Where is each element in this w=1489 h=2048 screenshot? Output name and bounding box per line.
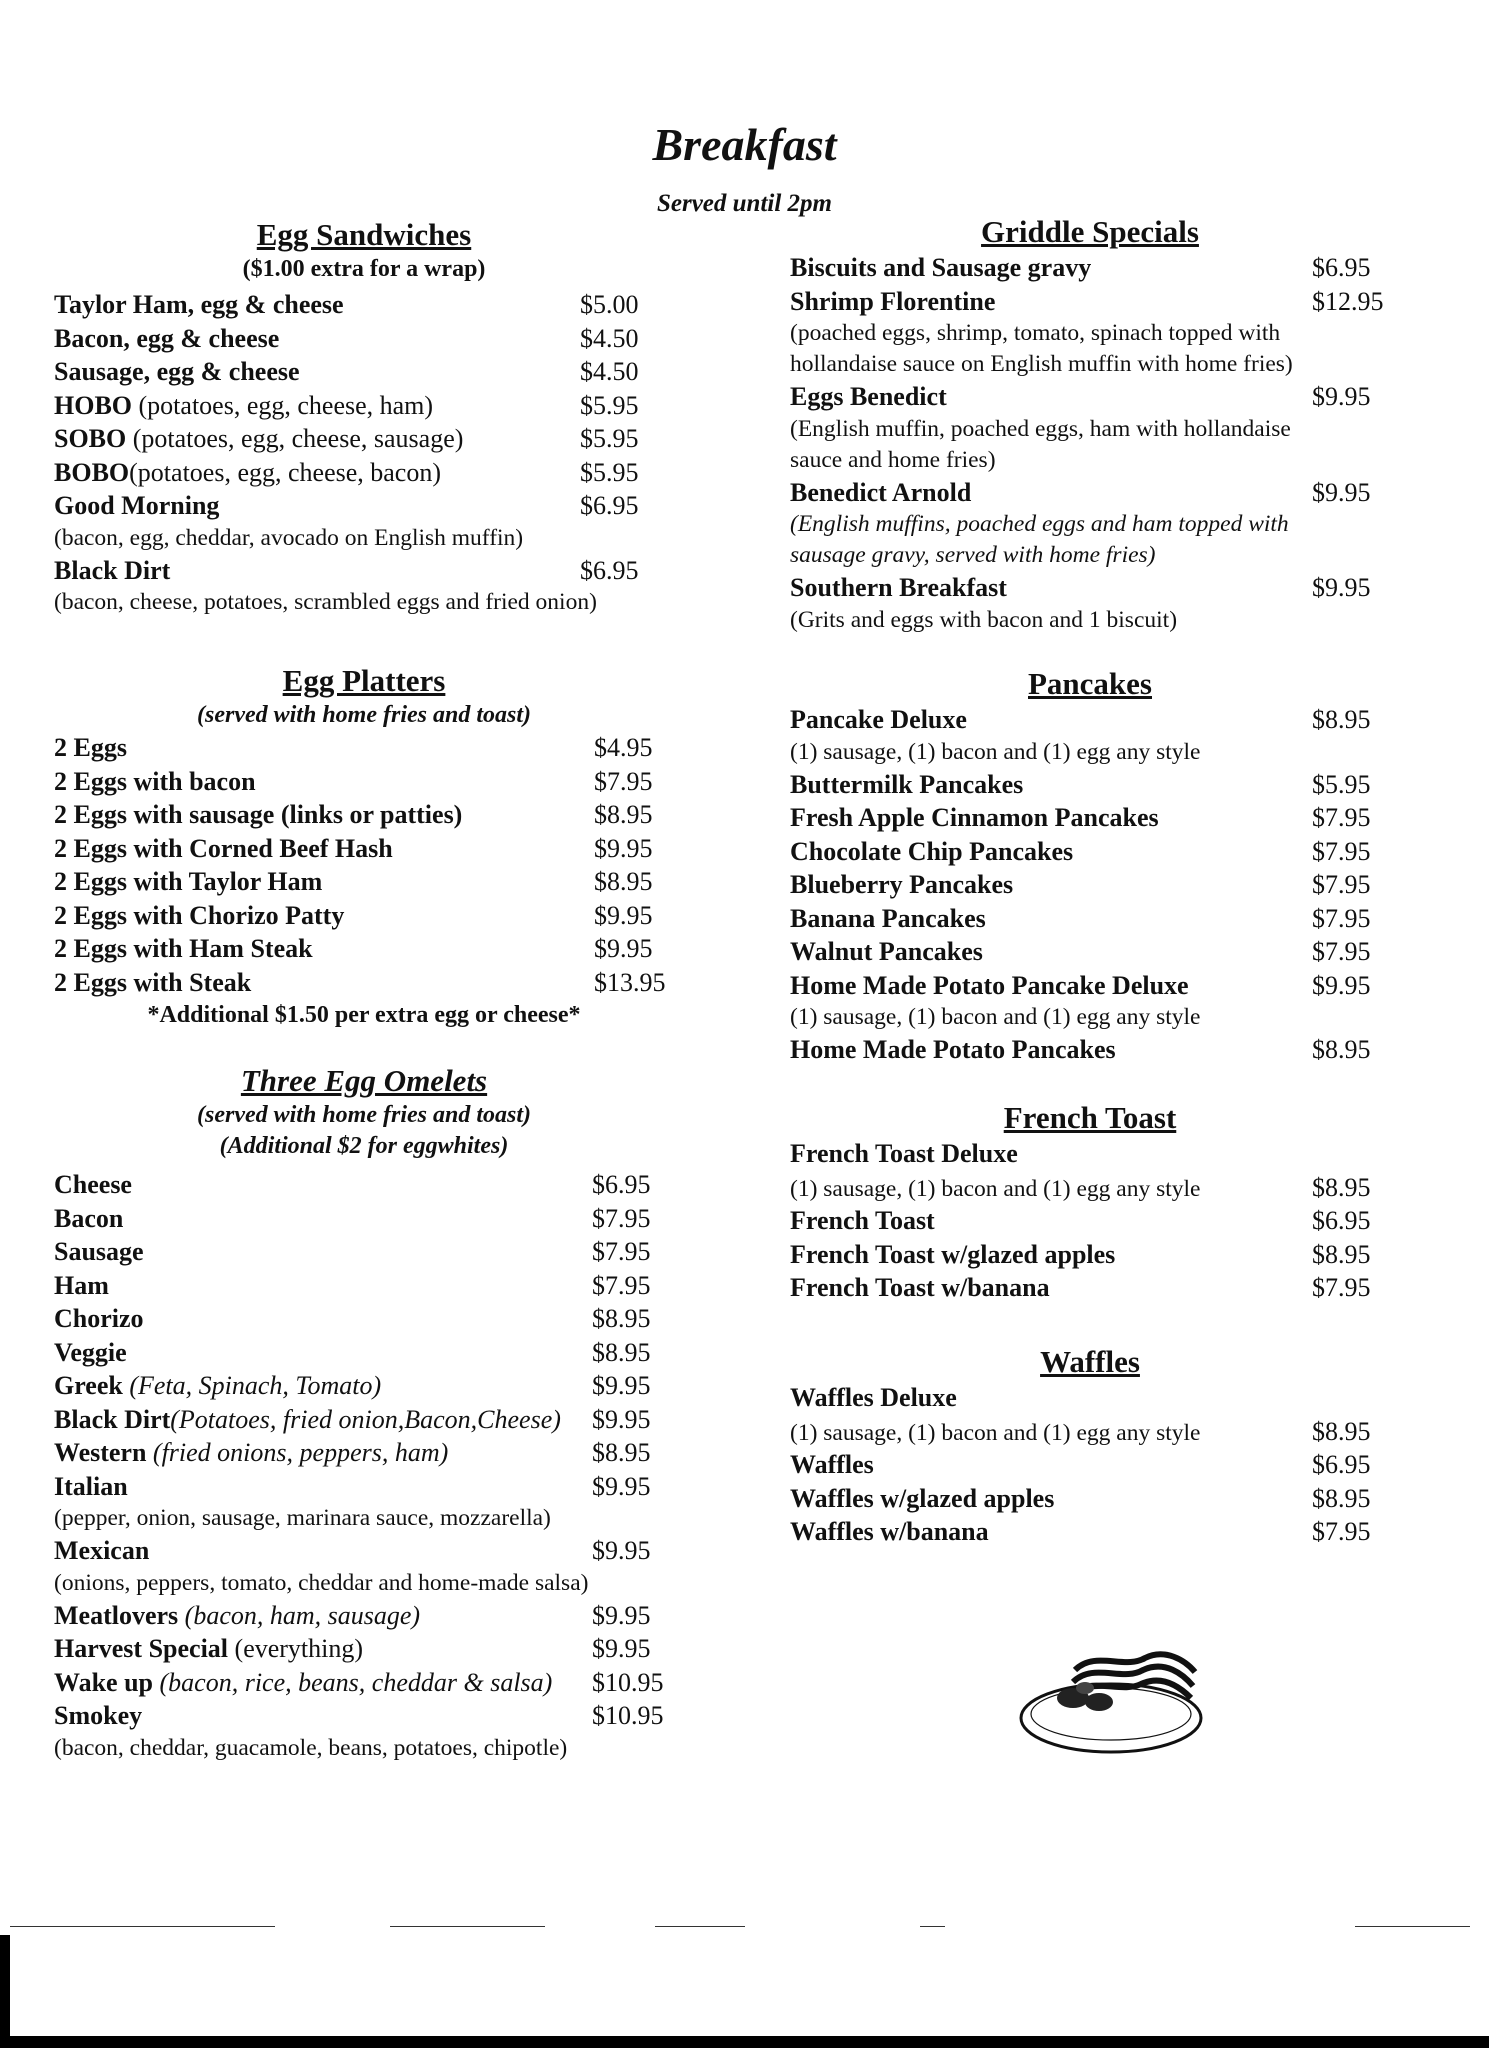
item-name: Meatlovers — [54, 1600, 179, 1630]
griddle-list — [790, 251, 1390, 636]
menu-item — [54, 1235, 674, 1269]
menu-item — [790, 703, 1390, 737]
menu-title: Breakfast — [652, 119, 837, 170]
waffles-title: Waffles — [1040, 1344, 1140, 1379]
item-price: $7.95 — [1312, 1517, 1371, 1546]
menu-item — [790, 868, 1390, 902]
item-price: $7.95 — [594, 766, 653, 796]
egg-platters-note: *Additional $1.50 per extra egg or cheese* — [147, 1002, 581, 1028]
menu-item — [54, 1699, 674, 1733]
item-name: Sausage — [54, 1237, 144, 1266]
item-price: $9.95 — [594, 833, 653, 863]
item-price: $9.95 — [592, 1404, 651, 1434]
menu-item — [54, 288, 674, 322]
item-note: (pepper, onion, sausage, marinara sauce, mozzarella) — [54, 1505, 551, 1531]
item-price: $5.95 — [580, 457, 639, 487]
item-name: Western — [54, 1438, 147, 1467]
menu-item — [790, 902, 1390, 936]
item-name: Benedict Arnold — [790, 477, 972, 507]
item-price: $5.00 — [580, 290, 639, 319]
item-name: French Toast w/banana — [790, 1273, 1050, 1302]
item-name: 2 Eggs with sausage (links or patties) — [54, 800, 463, 829]
egg-sandwiches-subtitle: ($1.00 extra for a wrap) — [242, 256, 486, 282]
item-price: $4.50 — [580, 323, 639, 353]
menu-item — [790, 1482, 1390, 1516]
item-name: French Toast Deluxe — [790, 1139, 1018, 1168]
egg-sandwiches-section — [54, 216, 674, 618]
item-name: HOBO — [54, 390, 133, 420]
item-name: Cheese — [54, 1170, 132, 1199]
item-name: Bacon — [54, 1203, 124, 1233]
item-name: Blueberry Pancakes — [790, 870, 1014, 899]
item-price: $9.95 — [592, 1536, 651, 1565]
item-name: SOBO — [54, 424, 127, 453]
menu-subtitle: Served until 2pm — [656, 190, 832, 217]
menu-item — [790, 768, 1390, 802]
item-price: $10.95 — [592, 1667, 664, 1697]
item-name: 2 Eggs with Chorizo Patty — [54, 900, 345, 930]
french-toast-list — [790, 1204, 1390, 1305]
item-name: Waffles w/glazed apples — [790, 1483, 1055, 1513]
item-name: Greek — [54, 1371, 123, 1400]
item-price: $7.95 — [592, 1237, 651, 1266]
menu-item — [54, 1534, 674, 1568]
item-price: $6.95 — [580, 555, 639, 585]
item-note: sauce and home fries) — [790, 446, 996, 473]
item-note: (1) sausage, (1) bacon and (1) egg any style — [790, 1419, 1201, 1446]
menu-item — [54, 865, 674, 899]
item-price: $9.95 — [1312, 573, 1371, 602]
item-price: $8.95 — [594, 867, 653, 896]
item-note: (bacon, cheddar, guacamole, beans, potatoes, chipotle) — [54, 1734, 568, 1761]
egg-sandwiches-list — [54, 288, 674, 618]
menu-item — [54, 832, 674, 866]
menu-item — [790, 285, 1390, 319]
item-price: $9.95 — [592, 1471, 651, 1501]
item-price: $7.95 — [1312, 836, 1371, 866]
item-name: Mexican — [54, 1536, 150, 1565]
item-name: Chorizo — [54, 1304, 144, 1333]
egg-sandwiches-title: Egg Sandwiches — [256, 217, 472, 252]
menu-item — [54, 1369, 674, 1403]
item-price: $8.95 — [1312, 1035, 1371, 1064]
item-price: $5.95 — [580, 390, 639, 420]
scan-artifact-line — [0, 1926, 1489, 1927]
menu-item — [790, 1448, 1390, 1482]
item-name: Ham — [54, 1270, 109, 1300]
item-price: $7.95 — [592, 1270, 651, 1300]
item-name: 2 Eggs with Corned Beef Hash — [54, 833, 393, 863]
menu-item — [790, 835, 1390, 869]
menu-item — [54, 966, 674, 1000]
item-name: BOBO — [54, 457, 130, 487]
item-price: $8.95 — [592, 1337, 651, 1367]
item-name: Banana Pancakes — [790, 903, 986, 933]
item-name: French Toast w/glazed apples — [790, 1239, 1116, 1269]
omelets-subtitle: (served with home fries and toast) — [197, 1102, 531, 1128]
menu-item — [54, 1202, 674, 1236]
item-name: Waffles — [790, 1450, 874, 1479]
item-price: $9.95 — [592, 1600, 651, 1630]
item-price: $9.95 — [1312, 477, 1371, 507]
menu-item — [54, 554, 674, 588]
griddle-section — [790, 213, 1390, 636]
menu-item — [790, 1171, 1390, 1205]
menu-item — [54, 1168, 674, 1202]
item-price: $6.95 — [592, 1170, 651, 1199]
item-name: Black Dirt — [54, 1404, 171, 1434]
item-price: $7.95 — [1312, 903, 1371, 933]
menu-item — [790, 476, 1390, 510]
item-price: $6.95 — [580, 491, 639, 520]
item-description: (Feta, Spinach, Tomato) — [122, 1371, 382, 1400]
french-toast-section — [790, 1099, 1390, 1305]
menu-item — [790, 571, 1390, 605]
griddle-title: Griddle Specials — [981, 214, 1199, 249]
item-price: $6.95 — [1312, 253, 1371, 282]
menu-item — [54, 1302, 674, 1336]
menu-item — [790, 1381, 1390, 1415]
item-description: (Potatoes, fried onion,Bacon,Cheese) — [170, 1404, 561, 1434]
item-price: $8.95 — [1312, 1172, 1371, 1202]
egg-platters-title: Egg Platters — [282, 663, 446, 698]
item-name: Sausage, egg & cheese — [54, 357, 300, 386]
item-note: (bacon, egg, cheddar, avocado on English muffin) — [54, 524, 524, 551]
item-price: $7.95 — [1312, 1273, 1371, 1302]
item-name: 2 Eggs — [54, 733, 127, 762]
item-price: $8.95 — [592, 1438, 651, 1467]
menu-item — [54, 1470, 674, 1504]
pancakes-list — [790, 703, 1390, 1067]
item-description: (everything) — [228, 1634, 364, 1663]
item-name: 2 Eggs with Steak — [54, 967, 252, 997]
item-description: (potatoes, egg, cheese, bacon) — [129, 457, 442, 487]
item-name: Chocolate Chip Pancakes — [790, 836, 1074, 866]
item-price: $6.95 — [1312, 1206, 1371, 1235]
pancakes-section — [790, 665, 1390, 1067]
menu-item — [54, 489, 674, 523]
item-name: Veggie — [54, 1337, 127, 1367]
item-name: Home Made Potato Pancakes — [790, 1035, 1116, 1064]
french-toast-title: French Toast — [1003, 1100, 1177, 1135]
menu-item — [54, 1403, 674, 1437]
item-note: (English muffins, poached eggs and ham topped with — [790, 511, 1289, 537]
menu-item — [54, 765, 674, 799]
item-note: (Grits and eggs with bacon and 1 biscuit) — [790, 606, 1178, 633]
menu-item — [54, 899, 674, 933]
item-note: hollandaise sauce on English muffin with home fries) — [790, 351, 1293, 377]
item-price: $7.95 — [1312, 937, 1371, 966]
item-price: $7.95 — [592, 1203, 651, 1233]
item-name: Bacon, egg & cheese — [54, 323, 280, 353]
item-price: $7.95 — [1312, 870, 1371, 899]
item-note: (onions, peppers, tomato, cheddar and home-made salsa) — [54, 1569, 589, 1596]
item-price: $10.95 — [592, 1701, 664, 1730]
menu-item — [54, 932, 674, 966]
item-note: (1) sausage, (1) bacon and (1) egg any style — [790, 738, 1201, 765]
item-name: 2 Eggs with Taylor Ham — [54, 867, 323, 896]
menu-item — [790, 1238, 1390, 1272]
item-description: (potatoes, egg, cheese, ham) — [132, 390, 434, 420]
waffles-section — [790, 1343, 1390, 1549]
item-price: $8.95 — [1312, 1416, 1371, 1446]
menu-item — [54, 1436, 674, 1470]
omelets-list — [54, 1168, 674, 1764]
menu-item — [790, 1137, 1390, 1171]
item-name: Taylor Ham, egg & cheese — [54, 290, 344, 319]
item-note: (poached eggs, shrimp, tomato, spinach topped with — [790, 320, 1281, 346]
item-price: $8.95 — [594, 800, 653, 829]
bacon-eggs-plate-icon — [1015, 1640, 1207, 1760]
item-name: Eggs Benedict — [790, 382, 947, 411]
egg-platters-list — [54, 731, 674, 999]
omelets-section — [54, 1062, 674, 1764]
omelets-title: Three Egg Omelets — [240, 1063, 488, 1098]
item-name: Biscuits and Sausage gravy — [790, 253, 1092, 282]
menu-item — [54, 456, 674, 490]
menu-item — [54, 1336, 674, 1370]
menu-item — [790, 1271, 1390, 1305]
item-price: $13.95 — [594, 967, 666, 997]
item-name: Home Made Potato Pancake Deluxe — [790, 970, 1189, 1000]
item-price: $7.95 — [1312, 803, 1371, 832]
item-name: French Toast — [790, 1206, 935, 1235]
menu-item — [790, 380, 1390, 414]
item-price: $9.95 — [594, 900, 653, 930]
item-price: $6.95 — [1312, 1450, 1371, 1479]
omelets-eggwhite-note: (Additional $2 for eggwhites) — [219, 1133, 509, 1159]
menu-item — [790, 251, 1390, 285]
item-name: Waffles w/banana — [790, 1517, 989, 1546]
item-note: (bacon, cheese, potatoes, scrambled eggs and fried onion) — [54, 589, 597, 615]
menu-item — [790, 1415, 1390, 1449]
menu-item — [54, 422, 674, 456]
item-name: Italian — [54, 1471, 128, 1501]
item-price: $8.95 — [1312, 1483, 1371, 1513]
menu-item — [54, 1269, 674, 1303]
menu-item — [790, 1204, 1390, 1238]
menu-item — [54, 1599, 674, 1633]
menu-item — [54, 355, 674, 389]
item-price: $9.95 — [592, 1634, 651, 1663]
item-price: $4.50 — [580, 357, 639, 386]
item-price: $8.95 — [592, 1304, 651, 1333]
item-price: $4.95 — [594, 733, 653, 762]
item-name: Wake up — [54, 1667, 153, 1697]
item-price: $5.95 — [1312, 769, 1371, 799]
item-name: 2 Eggs with Ham Steak — [54, 934, 313, 963]
item-description: (bacon, ham, sausage) — [178, 1600, 421, 1630]
item-name: Waffles Deluxe — [790, 1383, 957, 1412]
item-description: (potatoes, egg, cheese, sausage) — [126, 424, 464, 453]
item-price: $12.95 — [1312, 286, 1384, 316]
item-description: (fried onions, peppers, ham) — [146, 1438, 449, 1467]
item-name: Walnut Pancakes — [790, 937, 983, 966]
item-name: Harvest Special — [54, 1634, 229, 1663]
menu-item — [54, 1666, 674, 1700]
item-price: $9.95 — [592, 1371, 651, 1400]
item-note: (English muffin, poached eggs, ham with hollandaise — [790, 415, 1291, 442]
item-name: Fresh Apple Cinnamon Pancakes — [790, 803, 1159, 832]
item-name: Smokey — [54, 1701, 143, 1730]
menu-item — [54, 1632, 674, 1666]
menu-item — [54, 389, 674, 423]
item-name: Southern Breakfast — [790, 573, 1007, 602]
item-note: (1) sausage, (1) bacon and (1) egg any style — [790, 1004, 1201, 1030]
item-note: (1) sausage, (1) bacon and (1) egg any style — [790, 1175, 1201, 1202]
menu-item — [54, 731, 674, 765]
menu-item — [54, 322, 674, 356]
item-price: $9.95 — [1312, 382, 1371, 411]
menu-item — [790, 801, 1390, 835]
item-price: $9.95 — [1312, 970, 1371, 1000]
item-description: (bacon, rice, beans, cheddar & salsa) — [153, 1667, 553, 1697]
item-name: Pancake Deluxe — [790, 705, 967, 734]
item-price: $9.95 — [594, 934, 653, 963]
egg-platters-section — [54, 662, 674, 1031]
menu-item — [790, 1033, 1390, 1067]
menu-item — [790, 935, 1390, 969]
menu-item — [54, 798, 674, 832]
egg-platters-subtitle: (served with home fries and toast) — [197, 702, 531, 728]
waffles-list — [790, 1448, 1390, 1549]
item-price: $5.95 — [580, 424, 639, 453]
page-border — [0, 1935, 1489, 2048]
item-name: Good Morning — [54, 491, 220, 520]
item-price: $8.95 — [1312, 1239, 1371, 1269]
item-name: 2 Eggs with bacon — [54, 766, 256, 796]
item-price: $8.95 — [1312, 705, 1371, 734]
menu-item — [790, 1515, 1390, 1549]
item-name: Black Dirt — [54, 555, 171, 585]
item-name: Shrimp Florentine — [790, 286, 996, 316]
menu-item — [790, 969, 1390, 1003]
item-note: sausage gravy, served with home fries) — [790, 542, 1156, 568]
pancakes-title: Pancakes — [1028, 666, 1152, 701]
item-name: Buttermilk Pancakes — [790, 769, 1024, 799]
